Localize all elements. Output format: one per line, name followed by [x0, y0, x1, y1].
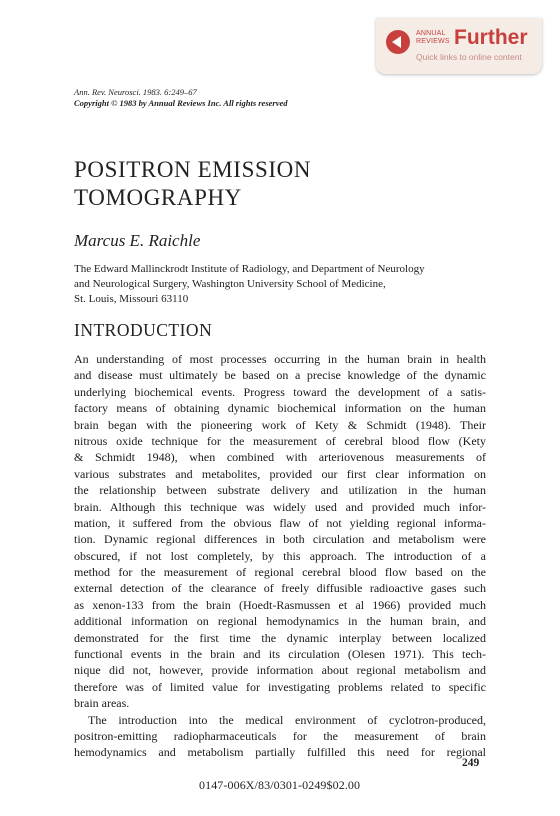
title-line-1: POSITRON EMISSION [74, 157, 312, 182]
body-line: demonstrated for the first time the dynamic interplay between localized [74, 630, 486, 645]
affiliation [74, 262, 425, 307]
annual-reviews-logo-icon [386, 30, 410, 54]
section-heading: INTRODUCTION [74, 320, 213, 340]
body-line: brain began with the pioneering work of Kety & Schmidt (1948). Their [74, 417, 486, 432]
quick-links-label[interactable]: Quick links to online content [416, 52, 522, 62]
author-name: Marcus E. Raichle [74, 231, 201, 250]
affiliation-line-3: St. Louis, Missouri 63110 [74, 293, 189, 305]
further-label[interactable]: Further [454, 26, 528, 49]
affiliation-line-2: and Neurological Surgery, Washington University School of Medicine, [74, 278, 386, 290]
body-line: nique did not, however, provide information about regional metabolism and [74, 663, 486, 678]
body-line: method for the measurement of regional cerebral blood flow based on the [74, 565, 486, 580]
further-badge[interactable] [376, 18, 542, 74]
page-number: 249 [462, 757, 480, 769]
body-line: therefore was of limited value for investigating problems related to specific [74, 679, 486, 694]
body-line: factory means of obtaining dynamic biochemical information on the human [74, 401, 486, 416]
body-line: functional events in the brain and its circulation (Olesen 1971). This tech- [74, 647, 486, 662]
body-line: as xenon-133 from the brain (Hoedt-Rasmussen et al 1966) provided much [74, 597, 486, 612]
affiliation-line-1: The Edward Mallinckrodt Institute of Radiology, and Department of Neurology [74, 263, 425, 275]
body-line: the relationship between substrate delivery and utilization in the human [74, 483, 486, 498]
body-line: hemodynamics and metabolism partially fulfilled this need for regional [74, 745, 486, 760]
body-line: brain. Although this technique was widely used and provided much infor- [74, 499, 486, 514]
body-line: and disease must ultimately be based on a precise knowledge of the dynamic [74, 368, 486, 383]
body-line: The introduction into the medical environment of cyclotron-produced, [88, 712, 486, 727]
title-line-2: TOMOGRAPHY [74, 185, 242, 210]
body-line: brain areas. [74, 696, 130, 711]
body-line: various substrates and metabolites, provided our first clear information on [74, 466, 486, 481]
body-line: mation, it suffered from the obvious flaw of not yielding regional informa- [74, 515, 486, 530]
annual-label: ANNUAL [416, 30, 446, 37]
body-line: external detection of the clearance of freely diffusible radioactive gases such [74, 581, 486, 596]
citation-line: Ann. Rev. Neurosci. 1983. 6:249–67 [74, 87, 197, 97]
body-line: & Schmidt 1948), when combined with arteriovenous measurements of [74, 450, 486, 465]
body-line: positron-emitting radiopharmaceuticals for the measurement of brain [74, 728, 486, 743]
body-line: additional information on regional hemodynamics in the human brain, and [74, 614, 486, 629]
copyright-line: Copyright © 1983 by Annual Reviews Inc. All rights reserved [74, 98, 288, 108]
article-title [74, 156, 311, 212]
article-code: 0147-006X/83/0301-0249$02.00 [199, 778, 361, 792]
body-line: nitrous oxide technique for the measurement of cerebral blood flow (Kety [74, 433, 486, 448]
body-line: underlying biochemical events. Progress toward the development of a satis- [74, 384, 486, 399]
annual-reviews-wordmark [416, 30, 450, 46]
reviews-label: REVIEWS [416, 38, 450, 45]
body-line: obscured, if not lost completely, by this approach. The introduction of a [74, 548, 486, 563]
body-line: tion. Dynamic regional differences in both circulation and metabolism were [74, 532, 486, 547]
body-text [74, 351, 486, 761]
body-line: An understanding of most processes occurring in the human brain in health [74, 352, 486, 366]
